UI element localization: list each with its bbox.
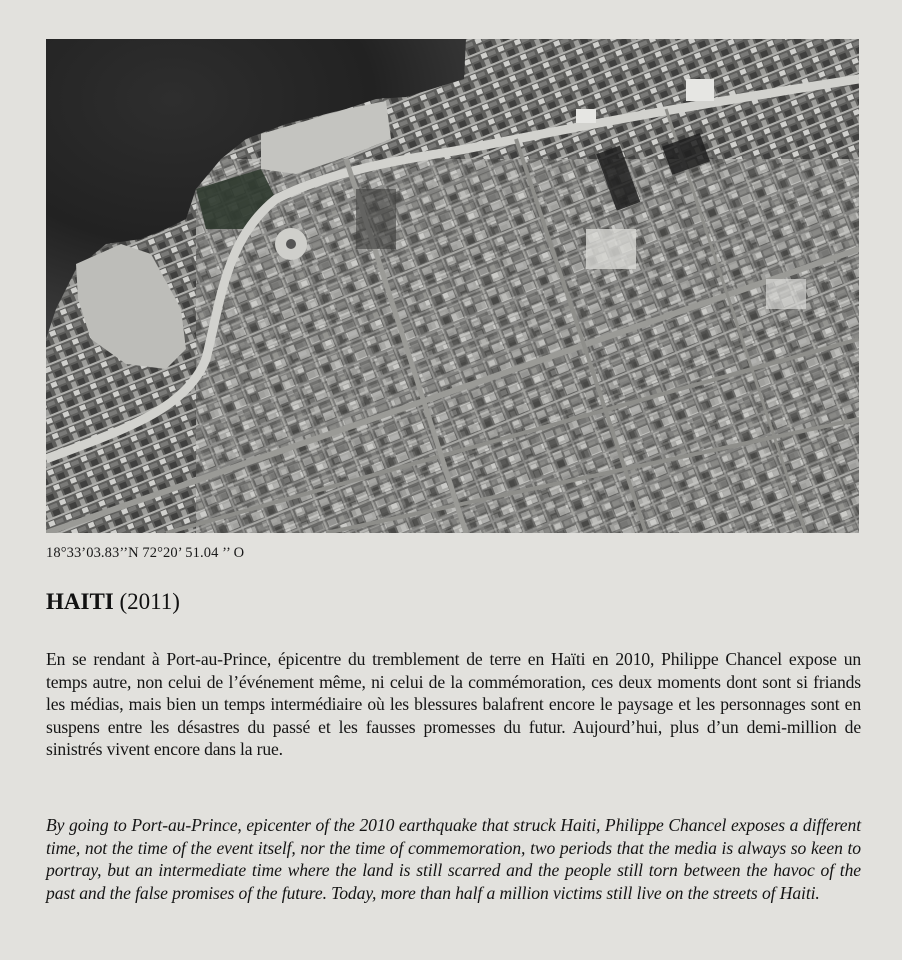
title-year: (2011) <box>119 589 180 614</box>
aerial-photo <box>46 39 859 533</box>
aerial-map-image <box>46 39 859 533</box>
page-title <box>46 589 180 615</box>
french-description: En se rendant à Port-au-Prince, épicentre du tremblement de terre en Haïti en 2010, Philippe Chancel expose un temps autre, non celui de l’événement même, ni celui de la commémoration, ces deux moments dont sont si friands les médias, mais bien un temps intermédiaire où les blessures balafrent encore le paysage et les personnages sont en suspens entre les désastres du passé et les fausses promesses du futur. Aujourd’hui, plus d’un demi-million de sinistrés vivent encore dans la rue. <box>46 649 861 759</box>
gps-coordinates: 18°33’03.83’’N 72°20’ 51.04 ’’ O <box>46 545 245 561</box>
title-name: HAITI <box>46 589 114 614</box>
english-description: By going to Port-au-Prince, epicenter of the 2010 earthquake that struck Haiti, Philippe Chancel exposes a different time, not the time of the event itself, nor the time of commemoration, two periods that the media is always so keen to portray, but an intermediate time where the land is still scarred and the people still torn between the havoc of the past and the false promises of the future. Today, more than half a million victims still live on the streets of Haiti. <box>46 815 861 903</box>
